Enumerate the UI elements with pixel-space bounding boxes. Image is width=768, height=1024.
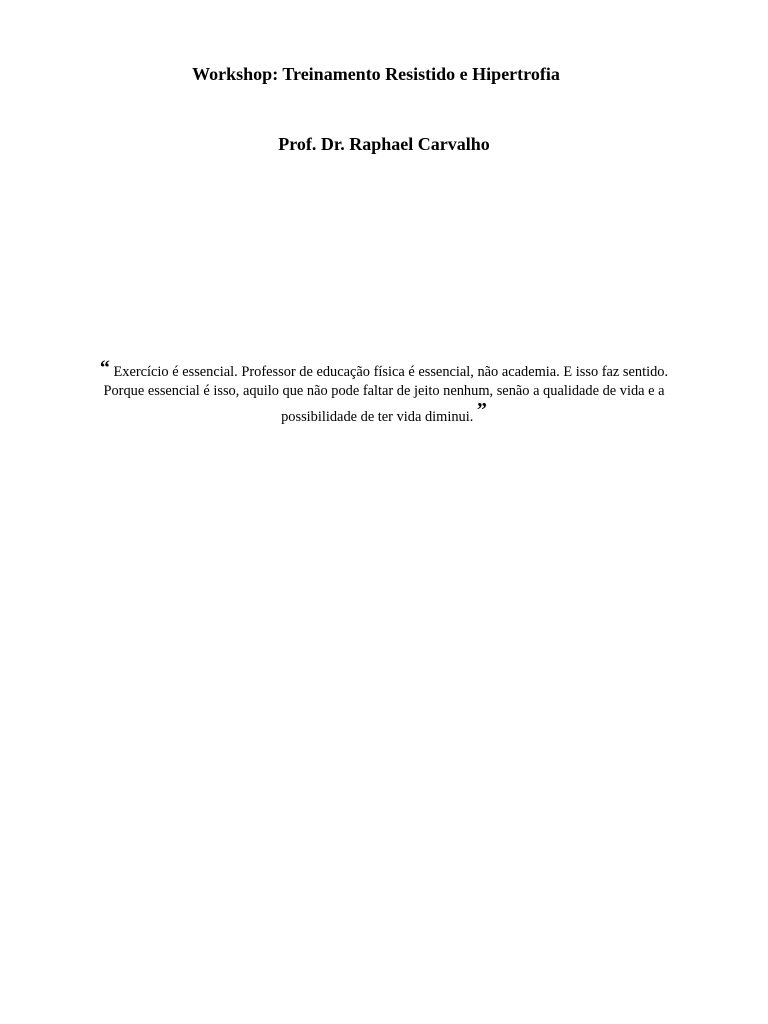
- document-title: Workshop: Treinamento Resistido e Hipertrofia: [192, 64, 560, 84]
- quote-line-1: Exercício é essencial. Professor de educação física é essencial, não academia. E isso faz sentido.: [109, 364, 669, 380]
- quote-line-3: possibilidade de ter vida diminui.: [281, 409, 477, 425]
- quote-line-2: Porque essencial é isso, aquilo que não pode faltar de jeito nenhum, senão a qualidade de vida e a: [103, 383, 665, 399]
- document-author: Prof. Dr. Raphael Carvalho: [278, 134, 490, 154]
- open-quote-mark: “: [99, 357, 110, 379]
- quote-block: [70, 359, 698, 427]
- close-quote-mark: ”: [476, 399, 487, 421]
